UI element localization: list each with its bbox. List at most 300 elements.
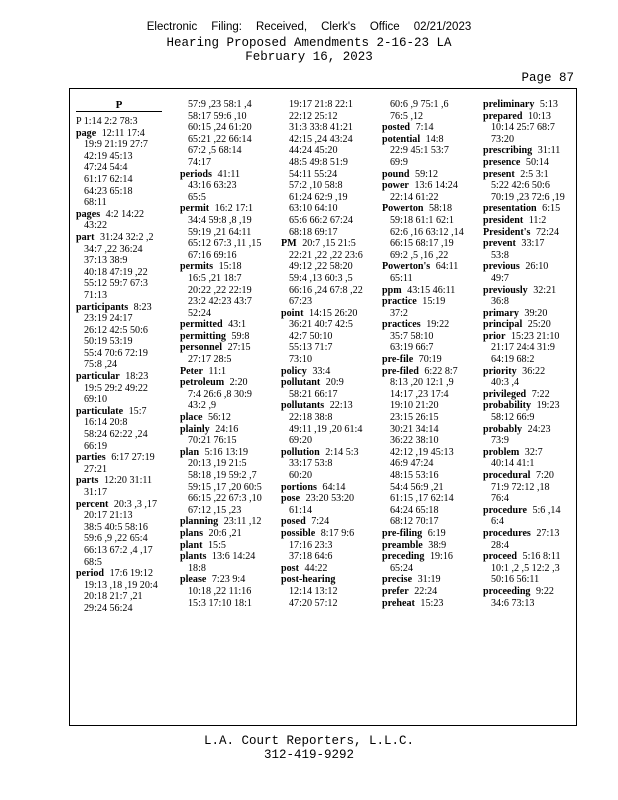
index-entry-line: [281, 447, 371, 459]
index-entry: [382, 319, 472, 354]
index-locators: 23:11 ,12: [221, 516, 262, 528]
index-entry-line: [483, 261, 573, 273]
index-locators: 8:23: [131, 301, 152, 313]
index-entry-line: [281, 377, 371, 389]
index-entry-line: [382, 586, 472, 598]
index-term: posed: [281, 516, 306, 528]
index-entry-line: 69:20: [289, 435, 312, 447]
index-entry-line: [76, 232, 168, 244]
filing-word-electronic: Electronic: [146, 21, 198, 33]
index-entry-line: 6:4: [491, 516, 504, 528]
index-entry-line: [483, 447, 573, 459]
index-entry: [180, 528, 270, 540]
index-locators: 31:24 32:2 ,2: [97, 231, 154, 243]
index-entry-line: 67:23: [289, 296, 312, 308]
index-locators: 44:22: [301, 562, 328, 574]
index-entry: [180, 551, 270, 574]
index-locators: 5:16 13:19: [202, 446, 249, 458]
index-term: parts: [76, 475, 99, 487]
index-locators: 6:15: [539, 203, 561, 215]
index-term: periods: [180, 168, 212, 180]
index-entry-line: 27:21: [84, 463, 107, 475]
index-entry-line: 40:14 41:1: [491, 458, 535, 470]
index-entry-line: 65:12 67:3 ,11 ,15: [188, 238, 262, 250]
index-entry-line: 66:19: [84, 440, 107, 452]
index-entry-line: [382, 285, 472, 297]
index-term: prior: [483, 330, 506, 342]
index-locators: [335, 574, 338, 585]
index-term: Peter: [180, 365, 203, 377]
index-term: present: [483, 168, 515, 180]
index-locators: 19:22: [423, 319, 450, 331]
index-locators: 20:3 ,3 ,17: [111, 498, 158, 510]
index-locators: 64:14: [319, 481, 346, 493]
index-entry: [382, 203, 472, 261]
index-entry-line: [483, 319, 573, 331]
index-locators: 41:11: [214, 168, 241, 180]
index-term: permit: [180, 203, 210, 215]
filing-word-office: Office: [369, 21, 400, 33]
index-entry-line: [483, 586, 573, 598]
index-locators: 6:17 27:19: [108, 452, 155, 464]
index-entry-line: 61:15 ,17 62:14: [390, 493, 454, 505]
index-term: principal: [483, 319, 523, 331]
index-entry-line: 22:14 61:22: [390, 191, 439, 203]
index-term: presence: [483, 156, 521, 168]
index-entry-line: [483, 470, 573, 482]
index-entry: [180, 319, 270, 331]
index-locators: 5:6 ,14: [529, 504, 561, 516]
index-entry-line: 58:17 59:6 ,10: [188, 110, 247, 122]
index-entry-line: 44:24 45:20: [289, 145, 338, 157]
index-entry-line: 55:4 70:6 72:19: [84, 347, 148, 359]
index-locators: 31:19: [415, 574, 441, 586]
index-locators: 8:17 9:6: [318, 527, 355, 539]
index-entry-line: 20:22 ,22 22:19: [188, 284, 252, 296]
index-entry-line: 67:12 ,15 ,23: [188, 504, 242, 516]
index-entry-line: 10:14 25:7 68:7: [491, 122, 555, 134]
index-entry-line: 71:13: [84, 289, 107, 301]
index-entry-line: 69:2 ,5 ,16 ,22: [390, 249, 449, 261]
index-entry: [382, 285, 472, 297]
index-entry-line: [483, 203, 573, 215]
index-entry-line: 40:3 ,4: [491, 377, 520, 389]
index-locators: 39:20: [521, 307, 548, 319]
footer-phone: 312-419-9292: [263, 748, 354, 762]
index-entry-line: 19:13 ,18 ,19 20:4: [84, 579, 158, 591]
index-locators: 33:17: [518, 238, 545, 250]
index-entry-line: [382, 169, 472, 181]
index-entry-line: 33:17 53:8: [289, 458, 333, 470]
footer-company: L.A. Court Reporters, L.L.C.: [203, 734, 415, 748]
index-locators: 26:10: [522, 261, 549, 273]
section-letter: P: [76, 99, 162, 112]
index-term: pre-file: [382, 354, 414, 366]
index-entry-line: 30:21 34:14: [390, 423, 439, 435]
index-locators: 13:6 14:24: [209, 551, 256, 563]
index-term: prescribing: [483, 145, 533, 157]
index-term: please: [180, 574, 207, 586]
index-locators: 32:7: [522, 446, 543, 458]
index-term: pollutants: [281, 400, 325, 412]
index-locators: 2:14 5:3: [322, 446, 359, 458]
index-entry-line: [483, 366, 573, 378]
index-entry-line: [382, 261, 472, 273]
index-locators: 6:22 8:7: [421, 365, 458, 377]
index-entry-line: 61:14: [289, 504, 312, 516]
index-term: possible: [281, 527, 316, 539]
index-term: president: [483, 214, 524, 226]
index-entry: [483, 99, 573, 111]
index-term: privileged: [483, 388, 527, 400]
index-term: procedural: [483, 470, 531, 481]
index-term: proceeding: [483, 585, 531, 597]
index-locators: 7:24: [308, 516, 330, 528]
index-entry-line: [382, 551, 472, 563]
index-entry: [76, 232, 168, 302]
index-entry-line: [180, 377, 270, 389]
index-term: plans: [180, 527, 204, 539]
index-entry-line: [76, 128, 168, 140]
index-entry-line: [180, 412, 270, 424]
index-entry-line: [180, 203, 270, 215]
index-entry: [281, 238, 371, 308]
index-entry-line: 23:19 24:17: [84, 313, 133, 325]
index-entry-line: 71:9 72:12 ,18: [491, 481, 550, 493]
index-locators: 23:20 53:20: [303, 493, 355, 505]
index-locators: 59:12: [412, 168, 439, 180]
index-entry-line: [483, 308, 573, 320]
index-entry-line: [382, 528, 472, 540]
index-entry-line: 22:9 45:1 53:7: [390, 145, 449, 157]
index-entry-line: 47:24 54:4: [84, 162, 128, 174]
index-entry-line: 60:15 ,24 61:20: [188, 122, 252, 134]
index-term: preliminary: [483, 99, 535, 110]
index-entry-line: 68:5: [84, 556, 102, 568]
index-entry: [180, 366, 270, 378]
index-entry-line: [281, 308, 371, 320]
index-entry: [76, 209, 168, 232]
index-entry-line: [281, 493, 371, 505]
index-entry: [76, 302, 168, 372]
index-term: post: [281, 562, 299, 574]
index-entry: [382, 180, 472, 203]
index-term: part: [76, 231, 95, 243]
index-term: plants: [180, 551, 207, 563]
index-entry-line: [180, 551, 270, 563]
index-entry: [382, 122, 472, 134]
index-entry-line: 61:17 62:14: [84, 173, 133, 185]
index-entry: [76, 128, 168, 209]
index-entry: [180, 516, 270, 528]
index-entry: [76, 452, 168, 475]
index-entry-line: 55:12 59:7 67:3: [84, 278, 148, 290]
index-entry-line: 22:18 38:8: [289, 412, 333, 424]
index-entry: [180, 169, 270, 204]
index-entry-line: 49:12 ,22 58:20: [289, 261, 353, 273]
index-locators: 10:13: [525, 110, 551, 122]
index-entry-line: [180, 342, 270, 354]
index-entry: [483, 424, 573, 447]
index-entry-line: 8:13 ,20 12:1 ,9: [390, 377, 454, 389]
index-entry-line: 52:24: [188, 307, 211, 319]
index-entry-line: 60:6 ,9 75:1 ,6: [390, 99, 449, 110]
index-entry-line: 29:24 56:24: [84, 602, 133, 614]
index-term: petroleum: [180, 377, 225, 389]
index-entry-line: 34:4 59:8 ,8 ,19: [188, 214, 252, 226]
index-locators: 12:20 31:11: [101, 475, 153, 487]
index-term: prepared: [483, 110, 523, 122]
index-entry: [76, 475, 168, 498]
index-entry-line: 15:3 17:10 18:1: [188, 597, 252, 609]
index-term: power: [382, 180, 409, 192]
index-entry-line: 21:17 24:4 31:9: [491, 342, 555, 354]
index-locators: 27:13: [533, 527, 560, 539]
index-entry-line: 59:15 ,17 ,20 60:5: [188, 481, 262, 493]
index-entry: [281, 528, 371, 563]
index-entry-line: [281, 574, 371, 586]
index-entry-line: [180, 169, 270, 181]
index-term: priority: [483, 365, 517, 377]
index-term: pose: [281, 493, 301, 505]
index-entry: [180, 261, 270, 319]
index-entry-line: 60:20: [289, 470, 312, 481]
index-locators: 2:5 3:1: [517, 168, 549, 180]
index-entry: [483, 111, 573, 146]
index-entry: [76, 499, 168, 569]
index-entry: [483, 285, 573, 308]
index-entry-line: 19:17 21:8 22:1: [289, 99, 353, 110]
index-locators: 20:7 ,15 21:5: [299, 238, 356, 250]
index-entry-line: 65:21 ,22 66:14: [188, 133, 252, 145]
index-entry-line: 34:6 73:13: [491, 597, 535, 609]
index-locators: 38:9: [425, 539, 447, 551]
index-entry-line: [382, 354, 472, 366]
index-locators: 32:21: [530, 284, 557, 296]
index-entry-line: [483, 215, 573, 227]
index-entry-line: [483, 227, 573, 239]
index-locators: 15:19: [419, 296, 446, 308]
index-entry-line: 68:11: [84, 197, 107, 209]
index-term: plan: [180, 446, 200, 458]
index-locators: 5:13: [537, 99, 558, 110]
hearing-date: February 16, 2023: [245, 50, 373, 64]
index-entry: [382, 528, 472, 540]
index-entry: [382, 551, 472, 574]
index-term: procedure: [483, 504, 527, 516]
index-term: pollutant: [281, 377, 321, 389]
index-locators: 20:6 ,21: [206, 527, 242, 539]
index-entry: [180, 99, 270, 169]
index-frame: [69, 88, 577, 726]
index-entry-line: 58:24 62:22 ,24: [84, 429, 148, 441]
index-entry-line: [76, 209, 168, 221]
index-entry: [76, 371, 168, 406]
index-entry-line: [180, 366, 270, 378]
index-entry-line: 42:15 ,24 43:24: [289, 133, 353, 145]
index-entry-line: 12:14 13:12: [289, 585, 338, 597]
filing-word-filing: Filing:: [211, 21, 242, 33]
index-entry: [483, 586, 573, 609]
index-entry-line: 23:2 42:23 43:7: [188, 296, 252, 308]
index-term: ppm: [382, 284, 402, 296]
index-entry-line: 61:24 62:9 ,19: [289, 191, 348, 203]
index-locators: 22:24: [411, 585, 438, 597]
index-term: probability: [483, 400, 532, 412]
index-entry: [382, 296, 472, 319]
index-term: period: [76, 568, 105, 580]
index-entry-line: 36:22 38:10: [390, 435, 439, 447]
index-entry: [281, 563, 371, 575]
index-entry-line: 65:6 66:2 67:24: [289, 214, 353, 226]
index-locators: 36:22: [519, 365, 546, 377]
index-entry-line: [483, 389, 573, 401]
index-entry-line: 20:18 21:7 ,21: [84, 591, 143, 603]
index-locators: 17:6 19:12: [107, 568, 154, 580]
index-entry-line: [483, 505, 573, 517]
index-entry-line: 64:24 65:18: [390, 504, 439, 516]
index-entry: [483, 400, 573, 423]
index-locators: 33:4: [309, 365, 331, 377]
index-entry-line: [382, 574, 472, 586]
index-entry-line: [180, 516, 270, 528]
index-entry-line: [483, 331, 573, 343]
index-locators: 19:23: [534, 400, 560, 412]
index-entry-line: P 1:14 2:2 78:3: [76, 116, 138, 127]
index-entry-line: 19:5 29:2 49:22: [84, 382, 148, 394]
index-entry-line: [76, 302, 168, 314]
index-entry-line: 19:10 21:20: [390, 400, 439, 412]
index-entry-line: 66:15 68:17 ,19: [390, 238, 454, 250]
index-entry-line: 43:2 ,9: [188, 400, 217, 412]
index-entry-line: 57:2 ,10 58:8: [289, 180, 343, 192]
index-entry-line: 22:12 25:12: [289, 110, 338, 122]
index-column-2: [180, 99, 270, 609]
index-term: preamble: [382, 539, 423, 551]
index-locators: 43:15 46:11: [404, 284, 456, 296]
index-term: probably: [483, 423, 523, 435]
index-entry-line: 37:18 64:6: [289, 551, 333, 563]
index-entry: [281, 99, 371, 238]
index-locators: 19:16: [427, 551, 453, 563]
index-entry-line: 67:16 69:16: [188, 249, 237, 261]
index-entry-line: [483, 285, 573, 297]
index-entry-line: 54:11 55:24: [289, 168, 338, 180]
index-entry-line: 76:5 ,12: [390, 110, 424, 122]
index-entry-line: [382, 319, 472, 331]
index-entry-line: 65:11: [390, 272, 413, 284]
index-locators: 6:19: [425, 527, 446, 539]
index-entry: [180, 540, 270, 552]
index-entry-line: 14:17 ,23 17:4: [390, 388, 449, 400]
index-entry-line: [483, 111, 573, 123]
index-entry-line: 64:19 68:2: [491, 354, 535, 366]
index-term: participants: [76, 301, 129, 313]
index-locators: 43:1: [225, 319, 247, 331]
index-entry-line: 34:7 ,22 36:24: [84, 243, 143, 255]
index-entry-line: 63:10 64:10: [289, 203, 338, 215]
index-term: prevent: [483, 238, 516, 250]
index-entry-line: 48:15 53:16: [390, 470, 439, 481]
index-locators: 7:20: [533, 470, 554, 481]
index-term: prefer: [382, 585, 409, 597]
index-entry: [483, 319, 573, 331]
index-entry-line: 42:19 45:13: [84, 150, 133, 162]
index-term: pound: [382, 168, 410, 180]
index-entry: [180, 424, 270, 447]
index-entry-line: 37:2: [390, 307, 408, 319]
index-entry-line: 31:3 33:8 41:21: [289, 122, 353, 134]
index-entry: [382, 366, 472, 528]
index-entry-line: 16:14 20:8: [84, 417, 128, 429]
index-term: procedures: [483, 527, 531, 539]
index-entry-line: 46:9 47:24: [390, 458, 434, 470]
index-term: primary: [483, 307, 519, 319]
index-entry-line: [281, 400, 371, 412]
index-entry: [483, 528, 573, 551]
index-entry-line: 59:18 61:1 62:1: [390, 214, 454, 226]
index-term: problem: [483, 446, 520, 458]
index-term: percent: [76, 498, 109, 510]
index-entry: [281, 366, 371, 378]
index-entry: [483, 505, 573, 528]
index-entry-line: [180, 447, 270, 459]
index-entry: [180, 412, 270, 424]
index-term: practice: [382, 296, 417, 308]
index-entry: [281, 574, 371, 609]
index-entry-line: [180, 261, 270, 273]
index-term: permits: [180, 261, 214, 273]
index-locators: 14:15 26:20: [306, 307, 358, 319]
index-entry: [281, 482, 371, 494]
index-column-4: [382, 99, 472, 609]
page-number: Page 87: [521, 71, 574, 85]
index-entry: [281, 493, 371, 516]
index-entry-line: 65:5: [188, 191, 206, 203]
index-entry: [483, 366, 573, 389]
index-entry-line: 42:12 ,19 45:13: [390, 446, 454, 458]
index-entry-line: 58:21 66:17: [289, 388, 338, 400]
index-entry: [483, 447, 573, 470]
index-entry-line: 22:21 ,22 ,22 23:6: [289, 249, 363, 261]
index-entry: [76, 116, 168, 128]
index-entry-line: 10:1 ,2 ,5 12:2 ,3: [491, 562, 560, 574]
index-term: post-hearing: [281, 574, 336, 586]
filing-word-clerk: Clerk's: [321, 21, 356, 33]
index-entry-line: [382, 598, 472, 610]
index-entry: [382, 540, 472, 552]
index-entry-line: 54:4 56:9 ,21: [390, 481, 444, 493]
index-entry-line: 70:19 ,23 72:6 ,19: [491, 191, 565, 203]
index-entry-line: [483, 238, 573, 250]
index-entry-line: 20:17 21:13: [84, 510, 133, 522]
index-entry-line: 59:19 ,21 64:11: [188, 226, 252, 238]
index-entry-line: 67:2 ,5 68:14: [188, 145, 242, 157]
index-entry: [180, 342, 270, 365]
index-term: personnel: [180, 342, 223, 354]
index-locators: 4:2 14:22: [103, 208, 145, 220]
index-term: previous: [483, 261, 520, 273]
index-entry: [483, 227, 573, 239]
index-entry: [483, 145, 573, 157]
index-term: permitted: [180, 319, 223, 331]
index-entry: [483, 470, 573, 505]
index-locators: 72:24: [533, 226, 559, 238]
index-entry-line: [483, 528, 573, 540]
index-entry-line: 16:5 ,21 18:7: [188, 272, 242, 284]
index-entry: [483, 169, 573, 204]
index-locators: 15:5: [205, 539, 226, 551]
